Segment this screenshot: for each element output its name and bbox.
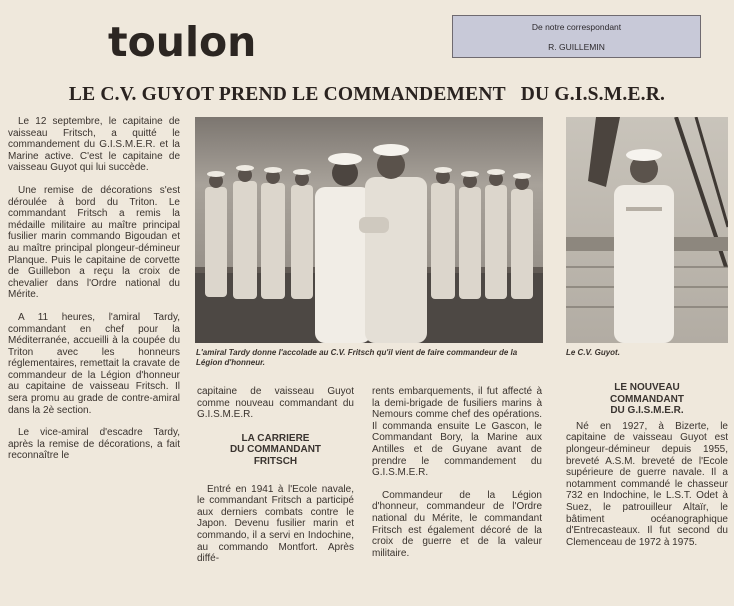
paragraph: rents embarquements, il fut affecté à la demi-brigade de fusiliers marins à Nemours comme chef des opérations. Il commanda ensuite Le Gascon, le Commandant Bory, la Marine aux Antilles et de Guyane avant de prendre le commandement du G.I.S.M.E.R.	[372, 386, 542, 479]
subheading-fritsch-career	[197, 433, 354, 468]
subheading-line: DU G.I.S.M.E.R.	[610, 405, 684, 417]
subheading-line: LE NOUVEAU	[614, 382, 680, 393]
paragraph: Le 12 septembre, le capitaine de vaisseau Fritsch, a quitté le commandement du G.I.S.M.E.R. et la Marine active. C'est le capitaine de vaisseau Guyot qui lui succède.	[8, 116, 180, 174]
paragraph: Commandeur de la Légion d'honneur, commandeur de l'Ordre national du Mérite, le commandant Fritsch est également décoré de la croix de guerre et de la valeur militaire.	[372, 489, 542, 559]
paragraph: A 11 heures, l'amiral Tardy, commandant en chef pour la Méditerranée, accueilli à la coupée du Triton avec les honneurs réglementaires, remettait la cravate de commandeur de la Légion d'honneur au capitaine de vaisseau Fritsch. Il sera promu au grade de contre-amiral dans la 2è section.	[8, 311, 180, 416]
section-title: toulon	[108, 18, 257, 66]
ceremony-photo-caption: L'amiral Tardy donne l'accolade au C.V. Fritsch qu'il vient de faire commandeur de la Légion d'honneur.	[196, 348, 518, 367]
subheading-line: COMMANDANT	[610, 393, 684, 405]
subheading-line: FRITSCH	[253, 455, 298, 467]
portrait-photo	[566, 117, 728, 343]
paragraph: Une remise de décorations s'est déroulée à bord du Triton. Le commandant Fritsch a remis la médaille militaire au maître principal fusilier marin commando Bigoudan et au maître principal plongeur-démineur Planque. Puis le capitaine de corvette de Guillebon a reçu la croix de chevalier dans l'Ordre national du Mérite.	[8, 184, 180, 301]
article-column-2	[197, 386, 354, 576]
ceremony-photo	[195, 117, 543, 343]
article-column-4	[566, 382, 728, 559]
paragraph: capitaine de vaisseau Guyot comme nouveau commandant du G.I.S.M.E.R.	[197, 386, 354, 421]
correspondent-box	[452, 15, 701, 58]
article-headline: LE C.V. GUYOT PREND LE COMMANDEMENT DU G.I.S.M.E.R.	[68, 84, 666, 105]
article-column-3	[372, 386, 542, 570]
paragraph: Entré en 1941 à l'Ecole navale, le commandant Fritsch a participé aux derniers combats contre le Japon. Devenu fusilier marin et commando, il a servi en Indochine, au commando Montfort. Après diffé-	[197, 483, 354, 565]
paragraph: Le vice-amiral d'escadre Tardy, après la remise de décorations, a fait reconnaître le	[8, 427, 180, 462]
subheading-new-commander	[566, 382, 728, 417]
subheading-line: LA CARRIERE	[241, 432, 310, 444]
correspondent-label: De notre correspondant	[531, 22, 622, 32]
portrait-photo-caption: Le C.V. Guyot.	[566, 348, 620, 357]
paragraph: Né en 1927, à Bizerte, le capitaine de vaisseau Guyot est plongeur-démineur depuis 1955, breveté A.S.M. breveté de l'Ecole supérieure de guerre navale. Il a notamment commandé le chasseur 732 en Indochine, le L.S.T. Odet à Suez, le patrouilleur Altaïr, le bâtiment océanographique d'Entrecasteaux. Il fut second du Clemenceau de 1972 à 1975.	[566, 420, 728, 548]
subheading-line: DU COMMANDANT	[229, 444, 322, 456]
correspondent-name: R. GUILLEMIN	[548, 42, 605, 52]
article-column-1	[8, 116, 180, 473]
